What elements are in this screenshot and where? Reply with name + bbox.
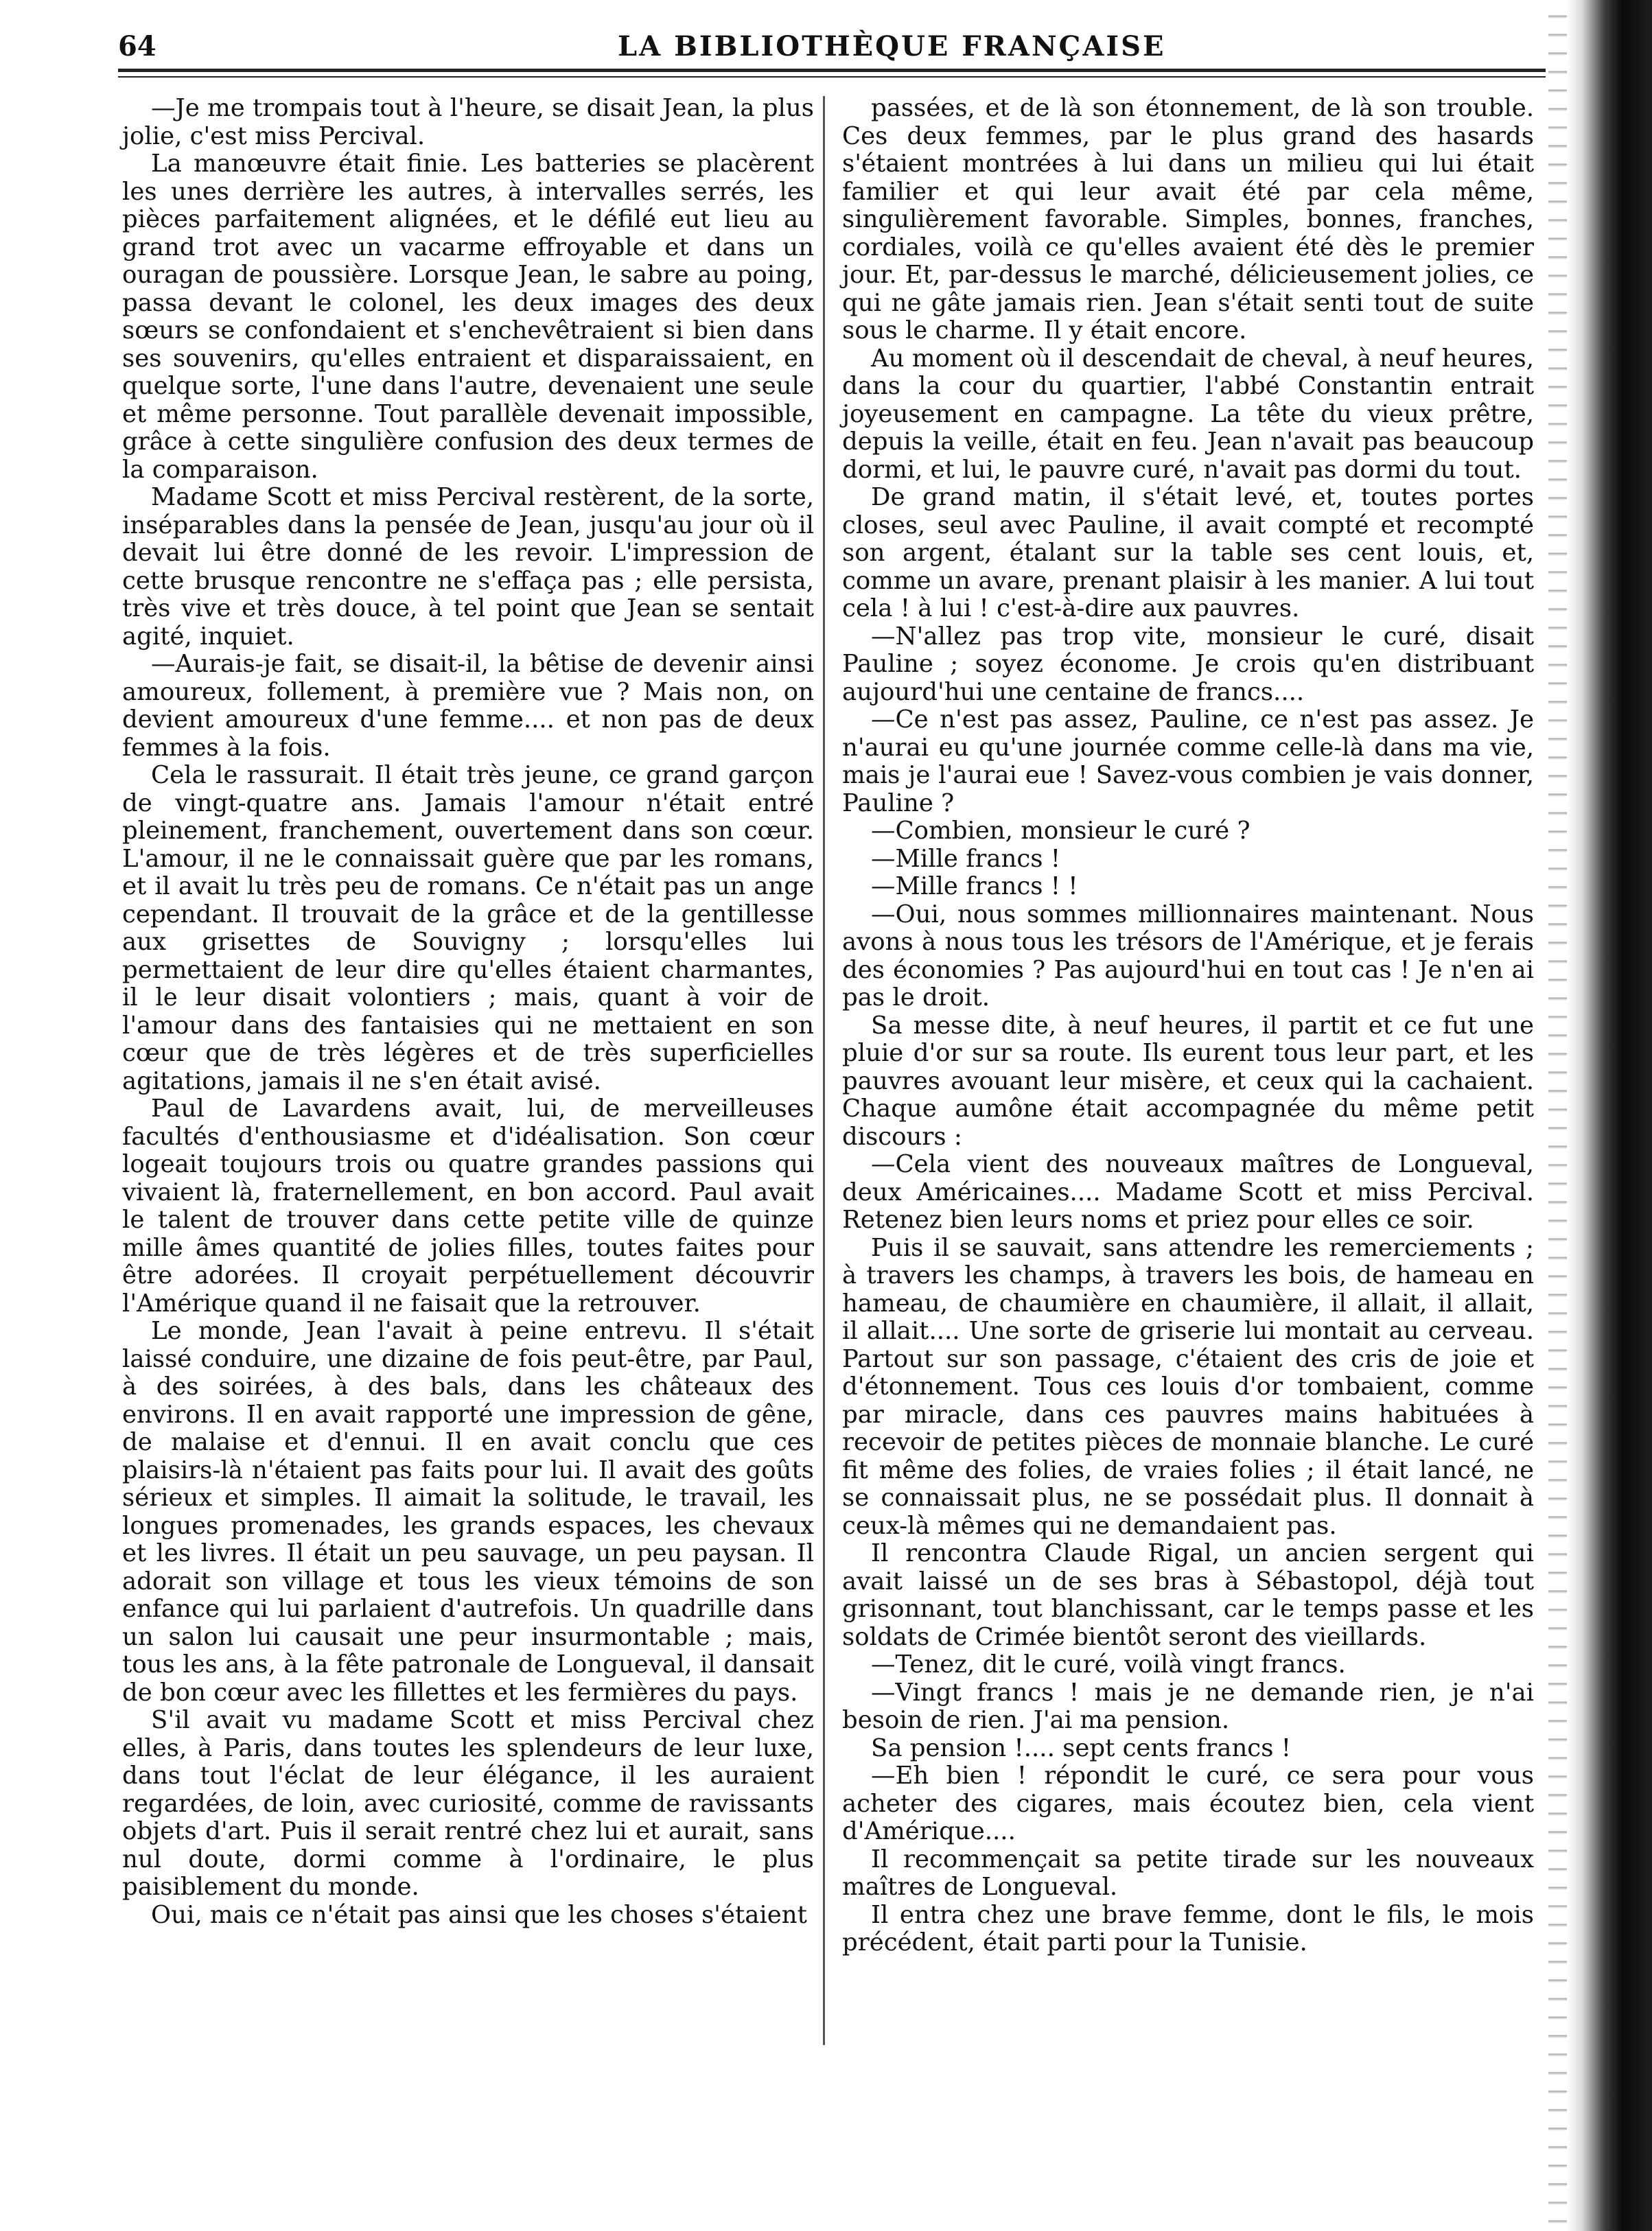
paragraph: La manœuvre était finie. Les batteries se placèrent les unes derrière les autres, à intervalles serrés, les pièces parfaitement alignées, et le défilé eut lieu au grand trot avec un vacarme effroyable et dans un ouragan de poussière. Lorsque Jean, le sabre au poing, passa devant le colonel, les deux images des deux sœurs se confondaient et s'enchevêtraient si bien dans ses souvenirs, qu'elles entraient et disparaissaient, en quelque sorte, l'une dans l'autre, devenaient une seule et même personne. Tout parallèle devenait impossible, grâce à cette singulière confusion des deux termes de la comparaison. [122,150,814,484]
right-column [842,95,1534,1957]
page-number: 64 [118,30,156,62]
paragraph: S'il avait vu madame Scott et miss Percival chez elles, à Paris, dans toutes les splendeurs de leur luxe, dans tout l'éclat de leur élégance, il les auraient regardées, de loin, avec curiosité, comme de ravissants objets d'art. Puis il serait rentré chez lui et aurait, sans nul doute, dormi comme à l'ordinaire, le plus paisiblement du monde. [122,1706,814,1901]
paragraph: Puis il se sauvait, sans attendre les remerciements ; à travers les champs, à travers les bois, de hameau en hameau, de chaumière en chaumière, il allait, il allait, il allait.... Une sorte de griserie lui montait au cerveau. Partout sur son passage, c'étaient des cris de joie et d'étonnement. Tous ces louis d'or tombaient, comme par miracle, dans ces pauvres mains habituées à recevoir de petites pièces de monnaie blanche. Le curé fit même des folies, de vraies folies ; il était lancé, ne se connaissait plus, ne se possédait plus. Il donnait à ceux-là mêmes qui ne demandaient pas. [842,1233,1534,1540]
paragraph: passées, et de là son étonnement, de là son trouble. Ces deux femmes, par le plus grand des hasards s'étaient montrées à lui dans un milieu qui lui était familier et qui leur avait été par cela même, singulièrement favorable. Simples, bonnes, franches, cordiales, voilà ce qu'elles avaient été dès le premier jour. Et, par-dessus le marché, délicieusement jolies, ce qui ne gâte jamais rien. Jean s'était senti tout de suite sous le charme. Il y était encore. [842,94,1534,344]
paragraph: Il entra chez une brave femme, dont le fils, le mois précédent, était parti pour la Tunisie. [842,1900,1534,1956]
paragraph: —Aurais-je fait, se disait-il, la bêtise de devenir ainsi amoureux, follement, à première vue ? Mais non, on devient amoureux d'une femme.... et non pas de deux femmes à la fois. [122,650,814,762]
paragraph: Le monde, Jean l'avait à peine entrevu. Il s'était laissé conduire, une dizaine de fois peut-être, par Paul, à des soirées, à des bals, dans les châteaux des environs. Il en avait rapporté une impression de gêne, de malaise et d'ennui. Il en avait conclu que ces plaisirs-là n'étaient pas faits pour lui. Il avait des goûts sérieux et simples. Il aimait la solitude, le travail, les longues promenades, les grands espaces, les chevaux et les livres. Il était un peu sauvage, un peu paysan. Il adorait son village et tous les vieux témoins de son enfance qui lui parlaient d'autrefois. Un quadrille dans un salon lui causait une peur insurmontable ; mais, tous les ans, à la fête patronale de Longueval, il dansait de bon cœur avec les fillettes et les fermières du pays. [122,1317,814,1707]
paragraph: Sa pension !.... sept cents francs ! [871,1733,1291,1762]
paragraph: Au moment où il descendait de cheval, à neuf heures, dans la cour du quartier, l'abbé Constantin entrait joyeusement en campagne. La tête du vieux prêtre, depuis la veille, était en feu. Jean n'avait pas beaucoup dormi, et lui, le pauvre curé, n'avait pas dormi du tout. [842,344,1534,484]
paragraph: Il recommençait sa petite tirade sur les nouveaux maîtres de Longueval. [842,1845,1534,1901]
header-rule-thin [118,76,1546,78]
left-column [122,95,814,1929]
column-divider [823,96,825,2045]
paragraph: —Mille francs ! [871,844,1060,873]
paragraph: —Vingt francs ! mais je ne demande rien, je n'ai besoin de rien. J'ai ma pension. [842,1678,1534,1734]
running-title: LA BIBLIOTHÈQUE FRANÇAISE [618,30,1166,62]
header-rule [118,69,1546,72]
paragraph: Paul de Lavardens avait, lui, de merveilleuses facultés d'enthousiasme et d'idéalisation. Son cœur logeait toujours trois ou quatre grandes passions qui vivaient là, fraternellement, en bon accord. Paul avait le talent de trouver dans cette petite ville de quinze mille âmes quantité de jolies filles, toutes faites pour être adorées. Il croyait perpétuellement découvrir l'Amérique quand il ne faisait que la retrouver. [122,1095,814,1318]
paragraph: —Je me trompais tout à l'heure, se disait Jean, la plus jolie, c'est miss Percival. [122,94,814,150]
paragraph: —Combien, monsieur le curé ? [871,817,1250,845]
paragraph: Il rencontra Claude Rigal, un ancien sergent qui avait laissé un de ses bras à Sébastopol, déjà tout grisonnant, tout blanchissant, car le temps passe et les soldats de Crimée bientôt seront des vieillards. [842,1539,1534,1651]
scan-binding-shadow [1567,0,1652,2231]
paragraph: —N'allez pas trop vite, monsieur le curé, disait Pauline ; soyez économe. Je crois qu'en distribuant aujourd'hui une centaine de francs.... [842,622,1534,706]
paragraph: Sa messe dite, à neuf heures, il partit et ce fut une pluie d'or sur sa route. Ils eurent tous leur part, et les pauvres avouant leur misère, et ceux qui la cachaient. Chaque aumône était accompagnée du même petit discours : [842,1011,1534,1151]
paragraph: Madame Scott et miss Percival restèrent, de la sorte, inséparables dans la pensée de Jean, jusqu'au jour où il devait lui être donné de les revoir. L'impression de cette brusque rencontre ne s'effaça pas ; elle persista, très vive et très douce, à tel point que Jean se sentait agité, inquiet. [122,483,814,651]
paragraph: —Eh bien ! répondit le curé, ce sera pour vous acheter des cigares, mais écoutez bien, cela vient d'Amérique.... [842,1762,1534,1845]
paragraph: —Mille francs ! ! [871,872,1078,900]
paragraph: Cela le rassurait. Il était très jeune, ce grand garçon de vingt-quatre ans. Jamais l'amour n'était entré pleinement, franchement, ouvertement dans son cœur. L'amour, il ne le connaissait guère que par les romans, et il avait lu très peu de romans. Ce n'était pas un ange cependant. Il trouvait de la grâce et de la gentillesse aux grisettes de Souvigny ; lorsqu'elles lui permettaient de leur dire qu'elles étaient charmantes, il le leur disait volontiers ; mais, quant à voir de l'amour dans des fantaisies qui ne mettaient en son cœur que de très légères et de très superficielles agitations, jamais il ne s'en était avisé. [122,761,814,1095]
paragraph: —Cela vient des nouveaux maîtres de Longueval, deux Américaines.... Madame Scott et miss Percival. Retenez bien leurs noms et priez pour elles ce soir. [842,1150,1534,1234]
paragraph: —Tenez, dit le curé, voilà vingt francs. [871,1650,1346,1679]
paragraph: Oui, mais ce n'était pas ainsi que les choses s'étaient [151,1900,807,1929]
paragraph: —Oui, nous sommes millionnaires maintenant. Nous avons à nous tous les trésors de l'Amérique, et je ferais des économies ? Pas aujourd'hui en tout cas ! Je n'en ai pas le droit. [842,900,1534,1012]
paragraph: —Ce n'est pas assez, Pauline, ce n'est pas assez. Je n'aurai eu qu'une journée comme celle-là dans ma vie, mais je l'aurai eue ! Savez-vous combien je vais donner, Pauline ? [842,705,1534,817]
paragraph: De grand matin, il s'était levé, et, toutes portes closes, seul avec Pauline, il avait compté et recompté son argent, étalant sur la table ses cent louis, et, comme un avare, prenant plaisir à les manier. A lui tout cela ! à lui ! c'est-à-dire aux pauvres. [842,483,1534,622]
